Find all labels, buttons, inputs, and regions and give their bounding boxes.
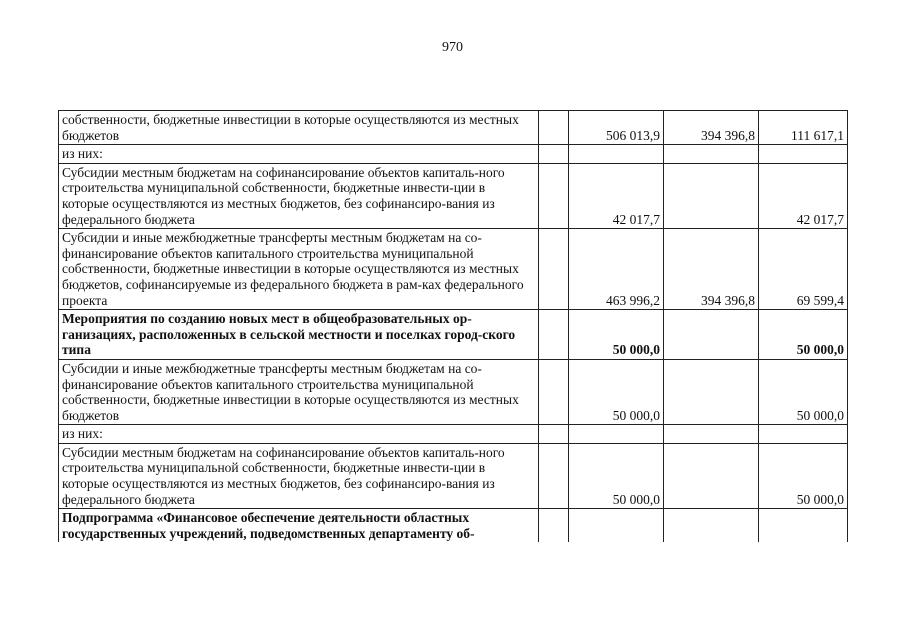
code-cell <box>539 229 569 310</box>
total-cell <box>569 425 664 444</box>
code-cell <box>539 443 569 508</box>
federal-cell <box>664 443 759 508</box>
federal-cell <box>664 310 759 360</box>
row-description: из них: <box>59 145 539 164</box>
code-cell <box>539 359 569 424</box>
total-cell: 50 000,0 <box>569 443 664 508</box>
table-row <box>59 443 848 508</box>
total-cell: 42 017,7 <box>569 163 664 228</box>
total-cell: 50 000,0 <box>569 359 664 424</box>
total-cell: 463 996,2 <box>569 229 664 310</box>
federal-cell <box>664 425 759 444</box>
regional-cell: 111 617,1 <box>759 111 848 145</box>
federal-cell <box>664 509 759 543</box>
table-row <box>59 425 848 444</box>
page-number: 970 <box>442 40 463 55</box>
code-cell <box>539 163 569 228</box>
table-row <box>59 163 848 228</box>
federal-cell: 394 396,8 <box>664 111 759 145</box>
table-row <box>59 310 848 360</box>
regional-cell: 50 000,0 <box>759 310 848 360</box>
table-row <box>59 111 848 145</box>
federal-cell <box>664 163 759 228</box>
federal-cell <box>664 359 759 424</box>
table-row <box>59 145 848 164</box>
code-cell <box>539 145 569 164</box>
total-cell <box>569 509 664 543</box>
total-cell <box>569 145 664 164</box>
regional-cell: 69 599,4 <box>759 229 848 310</box>
regional-cell <box>759 425 848 444</box>
table-row <box>59 359 848 424</box>
regional-cell <box>759 509 848 543</box>
federal-cell: 394 396,8 <box>664 229 759 310</box>
row-description: из них: <box>59 425 539 444</box>
code-cell <box>539 310 569 360</box>
budget-table <box>58 110 848 542</box>
code-cell <box>539 509 569 543</box>
row-description: Субсидии и иные межбюджетные трансферты местным бюджетам на со-финансирование объектов капитального строительства муниципальной собственности, бюджетные инвестиции в которые осуществляются из местных бюджетов <box>59 359 539 424</box>
row-description: Мероприятия по созданию новых мест в общеобразовательных ор-ганизациях, расположенных в сельской местности и поселках город-ского типа <box>59 310 539 360</box>
row-description: Субсидии и иные межбюджетные трансферты местным бюджетам на со-финансирование объектов капитального строительства муниципальной собственности, бюджетные инвестиции в которые осуществляются из местных бюджетов, софинансируемые из федерального бюджета в рам-ках федерального проекта <box>59 229 539 310</box>
federal-cell <box>664 145 759 164</box>
code-cell <box>539 425 569 444</box>
total-cell: 50 000,0 <box>569 310 664 360</box>
row-description: Субсидии местным бюджетам на софинансирование объектов капиталь-ного строительства муниципальной собственности, бюджетные инвести-ции в которые осуществляются из местных бюджетов, без софинансиро-вания из федерального бюджета <box>59 443 539 508</box>
regional-cell: 50 000,0 <box>759 443 848 508</box>
row-description: Субсидии местным бюджетам на софинансирование объектов капиталь-ного строительства муниципальной собственности, бюджетные инвести-ции в которые осуществляются из местных бюджетов, без софинансиро-вания из федерального бюджета <box>59 163 539 228</box>
table-row <box>59 509 848 543</box>
regional-cell: 42 017,7 <box>759 163 848 228</box>
total-cell: 506 013,9 <box>569 111 664 145</box>
table-row <box>59 229 848 310</box>
row-description: собственности, бюджетные инвестиции в которые осуществляются из местных бюджетов <box>59 111 539 145</box>
code-cell <box>539 111 569 145</box>
regional-cell <box>759 145 848 164</box>
regional-cell: 50 000,0 <box>759 359 848 424</box>
row-description: Подпрограмма «Финансовое обеспечение деятельности областных государственных учреждений, подведомственных департаменту об- <box>59 509 539 543</box>
